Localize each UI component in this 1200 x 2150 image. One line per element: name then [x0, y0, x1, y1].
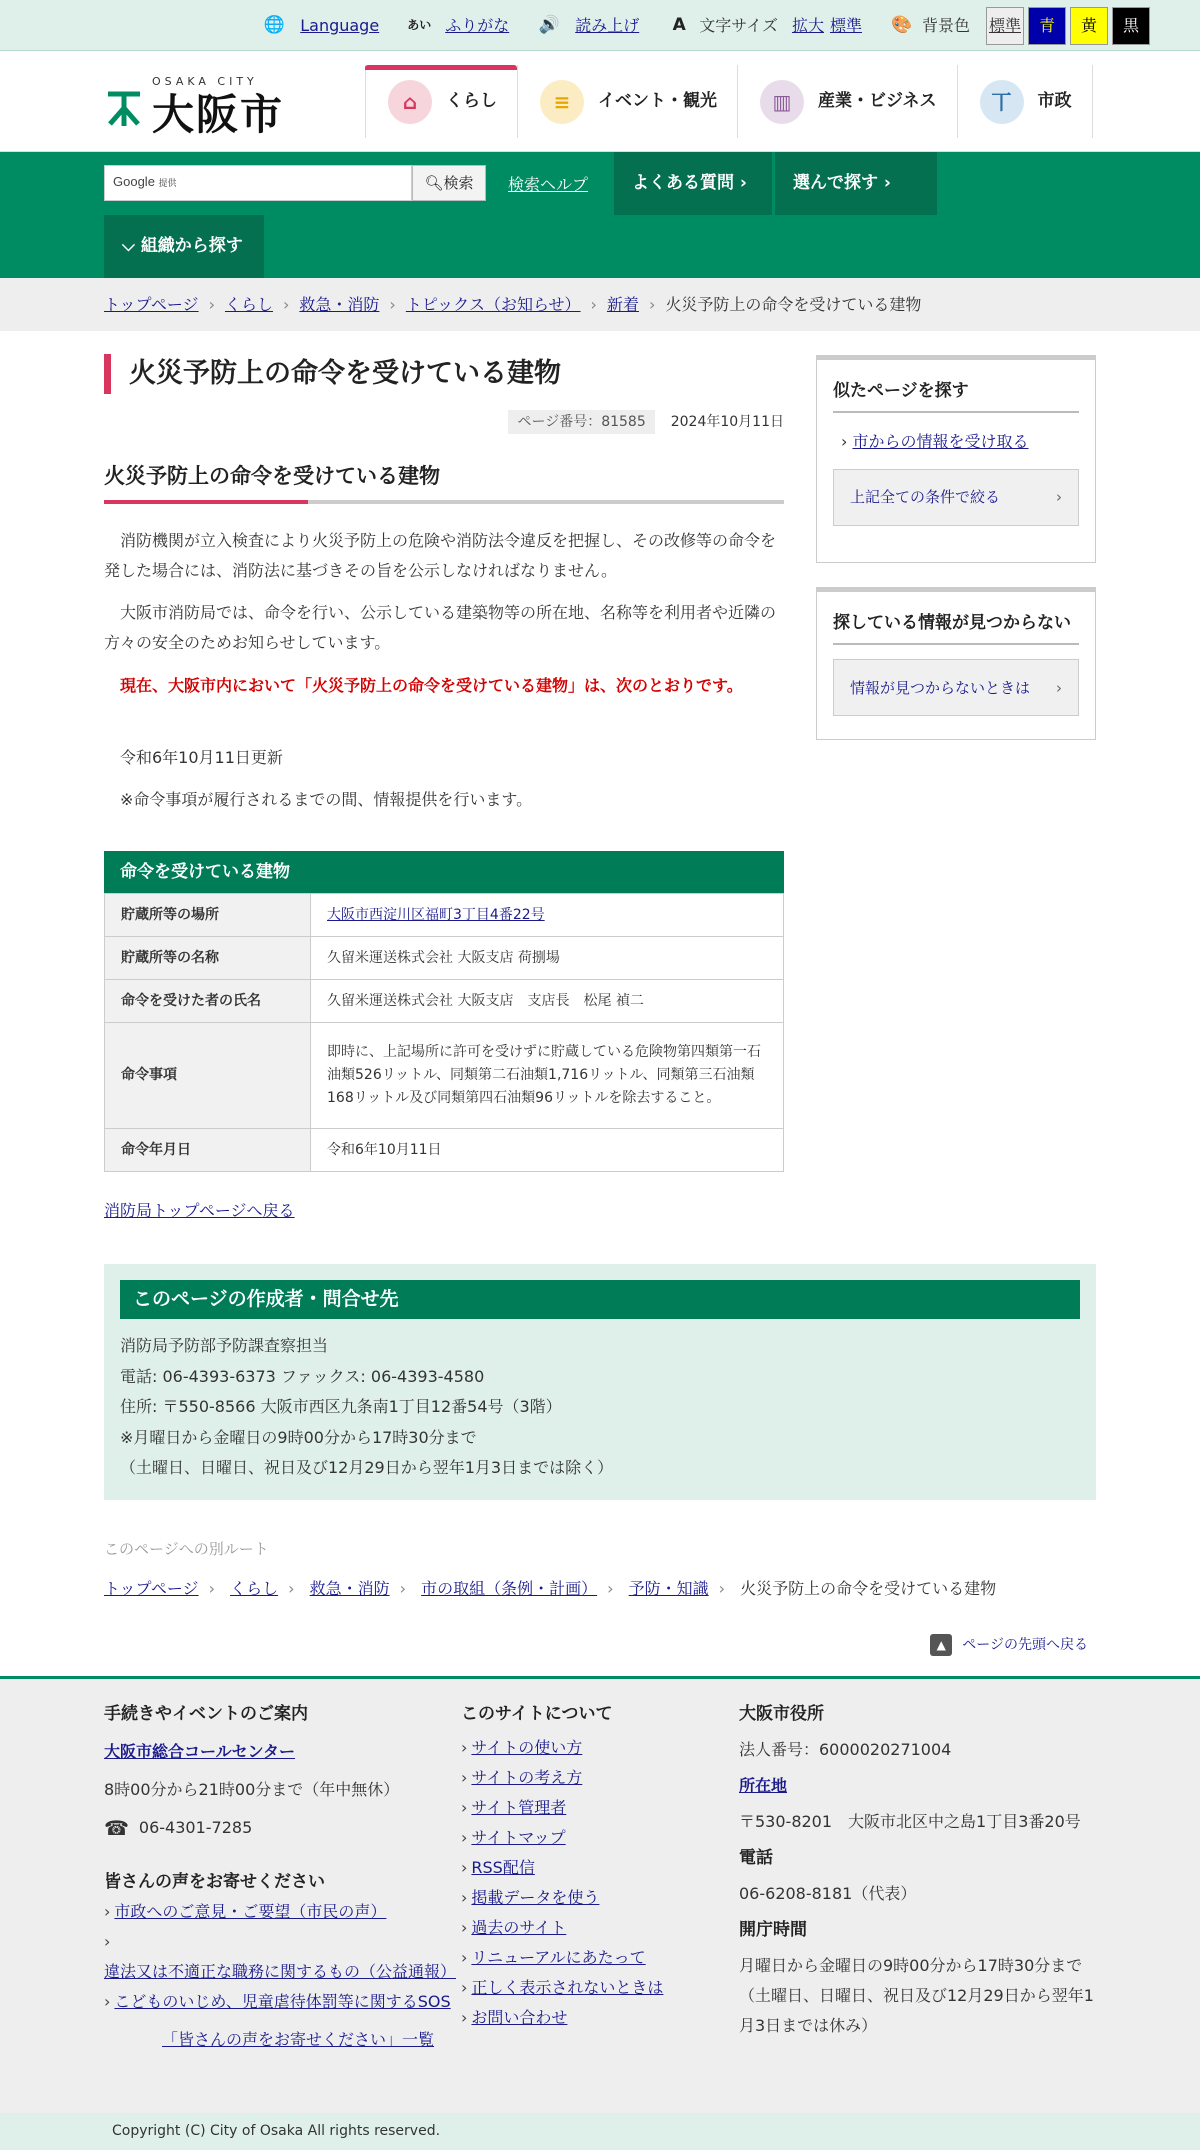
- row-value: [311, 894, 784, 937]
- city-emblem-icon: [104, 88, 144, 128]
- furigana-icon: あい: [407, 17, 432, 32]
- search-button-label: 検索: [443, 174, 474, 192]
- site-link[interactable]: › サイト管理者: [461, 1793, 721, 1823]
- hours-label: 開庁時間: [739, 1920, 807, 1940]
- back-to-fire-dept-link[interactable]: 消防局トップページへ戻る: [104, 1201, 295, 1220]
- paragraph-1: 消防機関が立入検査により火災予防上の危険や消防法令違反を把握し、その改修等の命令を発した場合には、消防法に基づきその旨を公示しなければなりません。: [104, 531, 777, 580]
- tab-choose[interactable]: [775, 152, 937, 215]
- bg-black-button[interactable]: 黒: [1112, 7, 1150, 45]
- gnav-events[interactable]: [517, 65, 737, 138]
- order-table: [104, 851, 784, 1172]
- page-number: ページ番号：81585: [508, 410, 654, 434]
- row-value: 令和6年10月11日: [311, 1129, 784, 1172]
- tab-choose-label: 選んで探す: [793, 173, 878, 193]
- cityhall-tel: 06-6208-8181（代表）: [739, 1884, 917, 1903]
- table-row: [105, 894, 784, 937]
- notice-paragraph: 現在、大阪市内において「火災予防上の命令を受けている建物」は、次のとおりです。: [120, 676, 743, 695]
- separator-icon: ›: [282, 294, 290, 314]
- similar-pages-box: [816, 355, 1096, 563]
- breadcrumb-item[interactable]: トップページ: [104, 1579, 199, 1598]
- update-date: 令和6年10月11日更新: [120, 748, 283, 767]
- utility-bar: [0, 0, 1200, 51]
- breadcrumb-item[interactable]: くらし: [224, 294, 273, 314]
- narrow-button[interactable]: [833, 469, 1079, 526]
- voice-link[interactable]: › 違法又は不適正な職務に関するもの（公益通報）: [104, 1927, 464, 1987]
- site-link[interactable]: › サイトの考え方: [461, 1763, 721, 1793]
- osaka-city-logo[interactable]: [104, 73, 294, 137]
- house-icon: ⌂: [388, 80, 432, 124]
- table-row: [105, 1129, 784, 1172]
- table-row: [105, 980, 784, 1023]
- font-large-link[interactable]: 拡大: [791, 15, 824, 35]
- cityhall-address: 〒530-8201 大阪市北区中之島1丁目3番20号: [739, 1812, 1081, 1831]
- site-link[interactable]: › サイトマップ: [461, 1823, 721, 1853]
- location-link[interactable]: 大阪市西淀川区福町3丁目4番22号: [327, 906, 545, 923]
- separator-icon: ›: [648, 294, 656, 314]
- tab-org-label: 組織から探す: [140, 236, 243, 256]
- notfound-button[interactable]: [833, 659, 1079, 716]
- global-nav: [365, 65, 1093, 138]
- gnav-business[interactable]: [737, 65, 957, 138]
- breadcrumb-item[interactable]: 救急・消防: [309, 1579, 390, 1598]
- breadcrumb-current: 火災予防上の命令を受けている建物: [740, 1579, 997, 1598]
- logo-osaka-city: OSAKA CITY: [152, 75, 258, 88]
- bg-color-label: 背景色: [921, 15, 970, 35]
- contact-line: 消防局予防部予防課査察担当: [120, 1336, 329, 1355]
- contact-line: 電話: 06-4393-6373 ファックス: 06-4393-4580: [120, 1366, 485, 1386]
- breadcrumb-item[interactable]: 新着: [606, 294, 639, 314]
- separator-icon: ›: [288, 1579, 295, 1598]
- site-link[interactable]: › 過去のサイト: [461, 1913, 721, 1943]
- contact-title: このページの作成者・問合せ先: [120, 1280, 1080, 1319]
- row-header: 命令を受けた者の氏名: [105, 980, 311, 1023]
- voice-link[interactable]: › こどものいじめ、児童虐待体罰等に関するSOS: [104, 1987, 464, 2017]
- phone-icon: ☎: [104, 1816, 129, 1840]
- tab-organization[interactable]: [104, 215, 264, 278]
- gnav-label: 産業・ビジネス: [818, 90, 937, 111]
- corp-number: 法人番号：6000020271004: [739, 1740, 952, 1759]
- breadcrumb-item[interactable]: 救急・消防: [299, 294, 380, 314]
- footer-col-guide: [104, 1699, 464, 2055]
- similar-title: 似たページを探す: [833, 378, 1079, 413]
- contact-box: [104, 1264, 1096, 1500]
- hours-note: （土曜日、日曜日、祝日及び12月29日から翌年1月3日までは休み）: [739, 1986, 1094, 2035]
- row-value: 即時に、上記場所に許可を受けずに貯蔵している危険物第四類第一石油類526リットル、同類第二石油類1,716リットル、同類第三石油類168リットル及び同類第四石油類96リットルを除去すること。: [311, 1023, 784, 1129]
- chevron-right-icon: ›: [883, 173, 891, 193]
- site-footer: [0, 1676, 1200, 2113]
- read-aloud-item[interactable]: [537, 13, 639, 39]
- contact-line: 住所: 〒550-8566 大阪市西区九条南1丁目12番54号（3階）: [120, 1397, 562, 1416]
- search-button[interactable]: [412, 165, 486, 201]
- chevron-right-icon: ›: [739, 173, 747, 193]
- language-link[interactable]: Language: [300, 15, 380, 35]
- similar-link-item[interactable]: [841, 429, 1079, 455]
- chevron-right-icon: ›: [1056, 488, 1062, 507]
- page-title: 火災予防上の命令を受けている建物: [104, 354, 784, 394]
- font-normal-link[interactable]: 標準: [829, 15, 862, 35]
- palette-icon: 🎨: [891, 14, 913, 35]
- gnav-kurashi[interactable]: [365, 65, 517, 138]
- breadcrumb-item[interactable]: トップページ: [104, 294, 199, 314]
- separator-icon: ›: [208, 1579, 215, 1598]
- breadcrumb-item[interactable]: トピックス（お知らせ）: [405, 294, 581, 314]
- row-header: 命令事項: [105, 1023, 311, 1129]
- furigana-item[interactable]: [407, 13, 509, 39]
- search-placeholder: Google: [113, 174, 155, 189]
- call-center-hours: 8時00分から21時00分まで（年中無休）: [104, 1780, 400, 1799]
- bg-blue-button[interactable]: 青: [1028, 7, 1066, 45]
- speaker-icon: 🔊: [538, 14, 560, 35]
- separator-icon: ›: [399, 1579, 406, 1598]
- page-date: 2024年10月11日: [670, 414, 784, 430]
- search-input[interactable]: [104, 165, 412, 201]
- alt-route-breadcrumb: [104, 1576, 996, 1602]
- font-size-label: 文字サイズ: [699, 15, 778, 35]
- hours-line: 月曜日から金曜日の9時00分から17時30分まで: [739, 1956, 1083, 1975]
- chevron-right-icon: ›: [841, 432, 853, 452]
- breadcrumb-item[interactable]: 市の取組（条例・計画）: [421, 1579, 598, 1598]
- voice-list-link[interactable]: 「皆さんの声をお寄せください」一覧: [162, 2030, 435, 2049]
- similar-link[interactable]: 市からの情報を受け取る: [852, 432, 1029, 452]
- translate-icon: 🌐: [263, 14, 285, 35]
- table-row: [105, 1023, 784, 1129]
- copyright: Copyright (C) City of Osaka All rights reserved.: [0, 2113, 1200, 2150]
- furigana-link[interactable]: ふりがな: [445, 15, 510, 35]
- narrow-label: 上記全ての条件で絞る: [850, 488, 1001, 507]
- site-link[interactable]: › お問い合わせ: [461, 2003, 721, 2033]
- read-aloud-link[interactable]: 読み上げ: [575, 15, 640, 35]
- tab-faq[interactable]: [614, 152, 772, 215]
- search-provider: 提供: [158, 178, 177, 188]
- gnav-label: イベント・観光: [598, 90, 717, 111]
- tab-faq-label: よくある質問: [632, 173, 734, 193]
- footer-col-cityhall: [739, 1699, 1099, 2041]
- call-center-link[interactable]: 大阪市総合コールセンター: [104, 1742, 296, 1761]
- city-emblem-icon: 丅: [980, 80, 1024, 124]
- site-link[interactable]: › RSS配信: [461, 1853, 721, 1883]
- row-header: 貯蔵所等の場所: [105, 894, 311, 937]
- site-search: [104, 165, 486, 201]
- separator-icon: ›: [208, 294, 215, 314]
- location-link[interactable]: 所在地: [739, 1776, 788, 1795]
- language-item[interactable]: [262, 13, 379, 39]
- voice-title: 皆さんの声をお寄せください: [104, 1872, 325, 1892]
- search-icon: 🔍︎: [424, 174, 444, 192]
- table-row: [105, 937, 784, 980]
- separator-icon: ›: [607, 1579, 614, 1598]
- contact-body: [104, 1319, 1096, 1496]
- notfound-label: 情報が見つからないときは: [850, 678, 1031, 697]
- breadcrumb-item[interactable]: 予防・知識: [628, 1579, 709, 1598]
- lantern-icon: ≡: [540, 80, 584, 124]
- chevron-down-icon: ⌵: [122, 236, 135, 256]
- footer-guide-title: 手続きやイベントのご案内: [104, 1704, 308, 1724]
- alt-route-label: このページへの別ルート: [104, 1540, 269, 1558]
- arrow-up-icon: ▲: [930, 1634, 952, 1656]
- separator-icon: ›: [718, 1579, 726, 1598]
- bg-yellow-button[interactable]: 黄: [1070, 7, 1108, 45]
- search-help-link[interactable]: 検索ヘルプ: [508, 175, 589, 194]
- info-note: ※命令事項が履行されるまでの間、情報提供を行います。: [120, 790, 533, 809]
- search-nav-bar: [0, 152, 1200, 278]
- font-size-item: [667, 13, 862, 39]
- gnav-label: くらし: [446, 90, 497, 111]
- tel-number: 06-4301-7285: [138, 1818, 253, 1837]
- gnav-shisei[interactable]: [957, 65, 1093, 138]
- site-link[interactable]: › 掲載データを使う: [461, 1883, 721, 1913]
- chevron-right-icon: ›: [1056, 678, 1062, 697]
- logo-name: 大阪市: [152, 90, 285, 139]
- call-center-tel: [104, 1813, 464, 1843]
- row-value: 久留米運送株式会社 大阪支店 荷捌場: [311, 937, 784, 980]
- site-link[interactable]: › サイトの使い方: [461, 1733, 721, 1763]
- voice-link[interactable]: › 市政へのご意見・ご要望（市民の声）: [104, 1897, 464, 1927]
- footer-site-title: このサイトについて: [461, 1704, 613, 1724]
- cityhall-title: 大阪市役所: [739, 1704, 824, 1724]
- notfound-title: 探している情報が見つからない: [833, 610, 1079, 645]
- site-header: [0, 51, 1200, 152]
- footer-col-site: [461, 1699, 721, 2033]
- gnav-label: 市政: [1037, 90, 1072, 111]
- page-meta: [508, 410, 784, 434]
- breadcrumb-item[interactable]: くらし: [230, 1579, 279, 1598]
- table-caption: 命令を受けている建物: [104, 851, 784, 893]
- bg-standard-button[interactable]: 標準: [986, 7, 1024, 45]
- row-value: 久留米運送株式会社 大阪支店 支店長 松尾 禎二: [311, 980, 784, 1023]
- page-top-link[interactable]: [930, 1634, 1088, 1656]
- page-top-label: ページの先頭へ戻る: [962, 1637, 1088, 1653]
- font-size-icon: A: [672, 14, 686, 35]
- site-link[interactable]: › 正しく表示されないときは: [461, 1973, 721, 2003]
- site-link[interactable]: › リニューアルにあたって: [461, 1943, 721, 1973]
- tel-label: 電話: [739, 1848, 773, 1868]
- section-heading: 火災予防上の命令を受けている建物: [104, 460, 784, 504]
- bg-color-item: [890, 7, 1150, 45]
- row-header: 貯蔵所等の名称: [105, 937, 311, 980]
- breadcrumb: [0, 278, 1200, 331]
- not-found-box: [816, 587, 1096, 740]
- breadcrumb-current: 火災予防上の命令を受けている建物: [665, 294, 922, 314]
- row-header: 命令年月日: [105, 1129, 311, 1172]
- building-icon: ▥: [760, 80, 804, 124]
- separator-icon: ›: [590, 294, 597, 314]
- contact-line: （土曜日、日曜日、祝日及び12月29日から翌年1月3日までは除く）: [120, 1458, 614, 1477]
- separator-icon: ›: [389, 294, 396, 314]
- paragraph-2: 大阪市消防局では、命令を行い、公示している建築物等の所在地、名称等を利用者や近隣の方々の安全のためお知らせしています。: [104, 603, 777, 652]
- contact-line: ※月曜日から金曜日の9時00分から17時30分まで: [120, 1427, 477, 1447]
